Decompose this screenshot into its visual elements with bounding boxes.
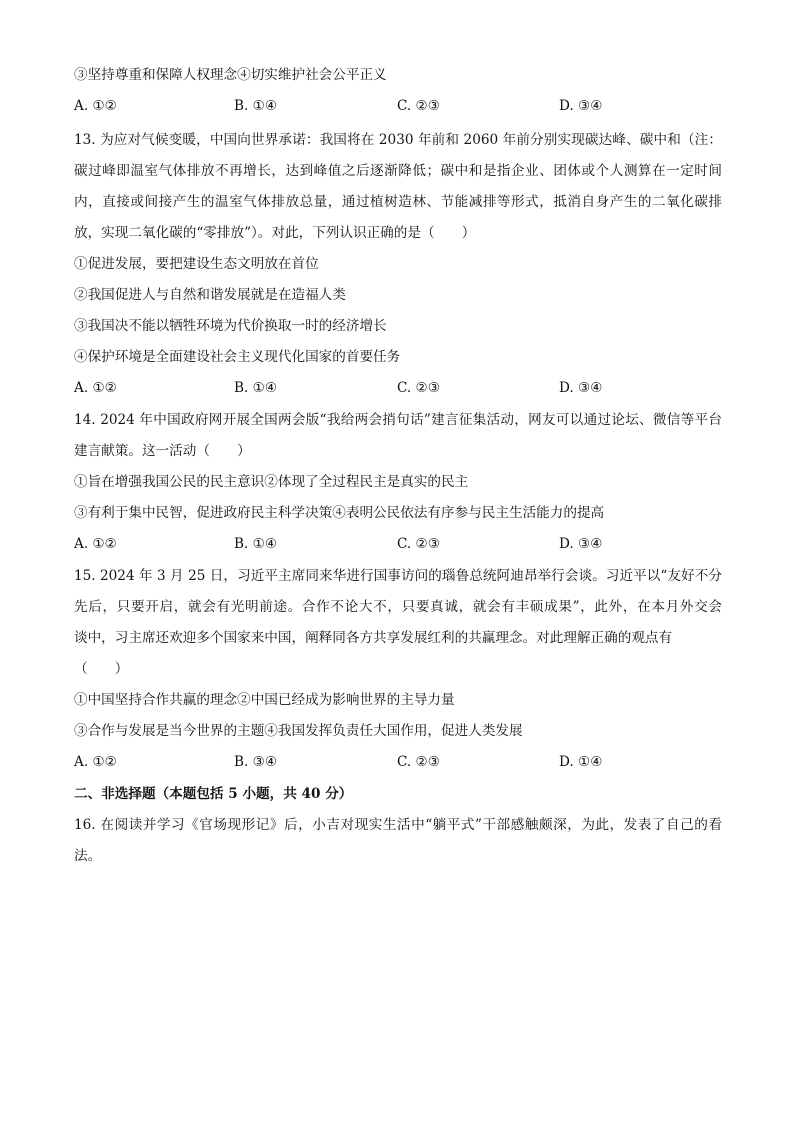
- section-2: [74, 779, 722, 810]
- q14-option-c: C. ②③: [397, 536, 440, 552]
- q13-option-b: B. ①④: [234, 380, 278, 396]
- q13-options: [74, 373, 722, 404]
- q13-option-c: C. ②③: [397, 380, 440, 396]
- q12-option-c: C. ②③: [397, 98, 440, 114]
- q15-statement: ③合作与发展是当今世界的主题④我国发挥负责任大国作用，促进人类发展: [74, 723, 523, 739]
- q15-stem-line: （ ）: [74, 661, 129, 677]
- q14-stem-line: 14. 2024 年中国政府网开展全国两会版“我给两会捎句话”建言征集活动，网友可以通过论坛、微信等平台: [74, 412, 722, 428]
- q12-option-d: D. ③④: [559, 98, 603, 114]
- q15-option-b: B. ③④: [234, 754, 278, 770]
- q14-statement: ①旨在增强我国公民的民主意识②体现了全过程民主是真实的民主: [74, 474, 469, 490]
- q13-stem-line: 放，实现二氧化碳的“零排放”）。对此，下列认识正确的是（ ）: [74, 225, 476, 241]
- q15-stem-line: 先后，只要开启，就会有光明前途。合作不论大不，只要真诚，就会有丰硕成果”，此外，在本月外交会: [74, 599, 722, 615]
- q14-stem-line: 建言献策。这一活动（ ）: [74, 443, 251, 459]
- q12-option-a: A. ①②: [74, 98, 117, 114]
- q13-option-d: D. ③④: [559, 380, 603, 396]
- q15-stem: [74, 561, 722, 685]
- q12-options: [74, 91, 722, 122]
- q12-tail: [74, 60, 722, 122]
- q15-option-c: C. ②③: [397, 754, 440, 770]
- q13-stem-line: 内，直接或间接产生的温室气体排放总量，通过植树造林、节能减排等形式，抵消自身产生的二氧化碳排: [74, 194, 722, 210]
- q12-option-b: B. ①④: [234, 98, 278, 114]
- q16-stem-line: 法。: [74, 848, 102, 864]
- q14-option-b: B. ①④: [234, 536, 278, 552]
- q13-statement: ④保护环境是全面建设社会主义现代化国家的首要任务: [74, 349, 401, 365]
- q15-stem-line: 15. 2024 年 3 月 25 日，习近平主席同来华进行国事访问的瑙鲁总统阿迪昂举行会谈。习近平以“友好不分: [74, 568, 722, 584]
- question-13: [74, 125, 722, 404]
- question-14: [74, 405, 722, 560]
- q16-stem-line: 16. 在阅读并学习《官场现形记》后，小吉对现实生活中“躺平式”干部感触颇深，为此，发表了自己的看: [74, 817, 722, 833]
- q16-stem: [74, 810, 722, 872]
- section-2-title: 二、非选择题（本题包括 5 小题，共 40 分）: [74, 786, 353, 802]
- q13-stem-line: 碳过峰即温室气体排放不再增长，达到峰值之后逐渐降低；碳中和是指企业、团体或个人测算在一定时间: [74, 163, 722, 179]
- q15-option-a: A. ①②: [74, 754, 117, 770]
- q14-options: [74, 529, 722, 560]
- q12-statement-line: ③坚持尊重和保障人权理念④切实维护社会公平正义: [74, 67, 387, 83]
- q14-stem: [74, 405, 722, 467]
- q13-option-a: A. ①②: [74, 380, 117, 396]
- question-16: [74, 810, 722, 872]
- q15-stem-line: 谈中，习主席还欢迎多个国家来中国，阐释同各方共享发展红利的共赢理念。对此理解正确的观点有: [74, 630, 673, 646]
- q13-statement: ③我国决不能以牺牲环境为代价换取一时的经济增长: [74, 318, 387, 334]
- q15-statement: ①中国坚持合作共赢的理念②中国已经成为影响世界的主导力量: [74, 692, 455, 708]
- q14-option-a: A. ①②: [74, 536, 117, 552]
- question-15: [74, 561, 722, 778]
- q15-option-d: D. ①④: [559, 754, 603, 770]
- q13-statement: ②我国促进人与自然和谐发展就是在造福人类: [74, 287, 346, 303]
- q14-statement: ③有利于集中民智，促进政府民主科学决策④表明公民依法有序参与民主生活能力的提高: [74, 505, 605, 521]
- q14-option-d: D. ③④: [559, 536, 603, 552]
- q13-statement: ①促进发展，要把建设生态文明放在首位: [74, 256, 319, 272]
- q13-stem-line: 13. 为应对气候变暖，中国向世界承诺：我国将在 2030 年前和 2060 年前分别实现碳达峰、碳中和（注：: [74, 132, 722, 148]
- q13-stem: [74, 125, 722, 249]
- q15-options: [74, 747, 722, 778]
